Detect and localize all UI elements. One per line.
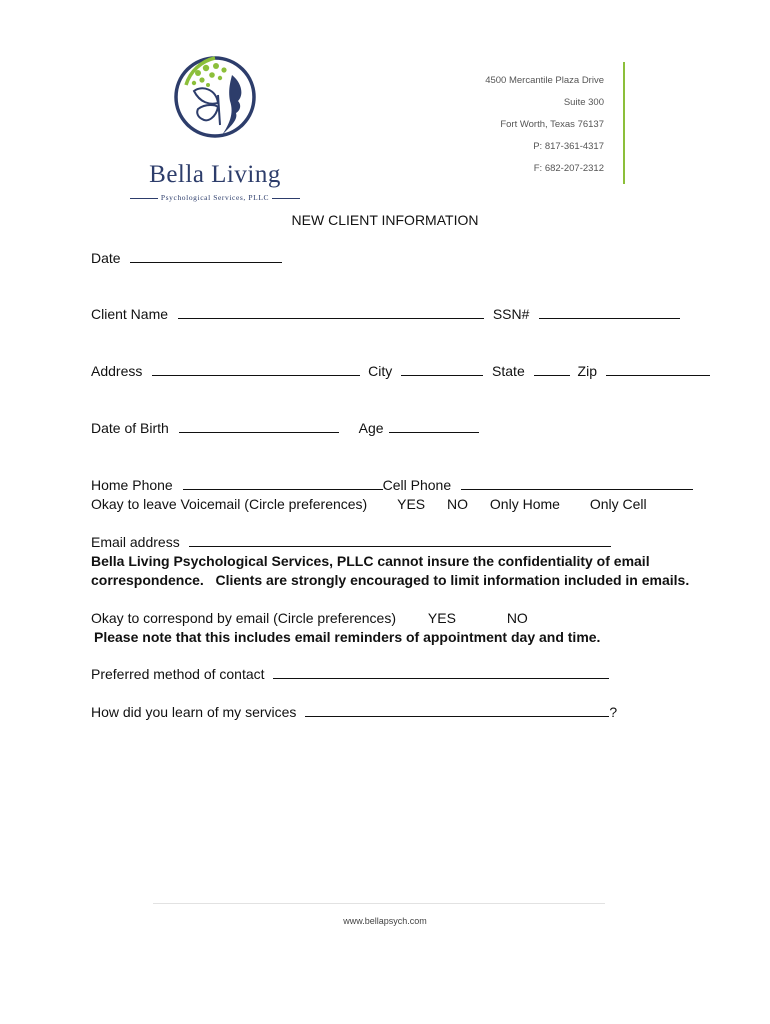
ssn-field[interactable] [539,306,680,319]
voicemail-option-only-home[interactable]: Only Home [489,496,560,512]
butterfly-face-logo-icon [172,55,258,155]
zip-field[interactable] [606,363,710,376]
voicemail-option-yes[interactable]: YES [397,496,426,512]
state-label: State [492,363,525,379]
city-field[interactable] [401,363,483,376]
cell-phone-label: Cell Phone [382,477,452,493]
voicemail-label: Okay to leave Voicemail (Circle preferences) [91,496,368,512]
footer-url[interactable]: www.bellapsych.com [343,916,427,926]
client-name-row [91,306,680,322]
date-label: Date [91,250,121,266]
client-name-label: Client Name [91,306,169,322]
address-city: Fort Worth, Texas 76137 [500,119,604,130]
learn-row [91,704,617,720]
state-field[interactable] [534,363,570,376]
address-suite: Suite 300 [563,97,604,108]
age-label: Age [358,420,384,436]
date-row [91,250,282,266]
footer-rule [153,903,605,904]
dob-label: Date of Birth [91,420,169,436]
email-ok-option-no[interactable]: NO [506,610,528,626]
email-row [91,534,611,550]
voicemail-row [91,496,647,512]
age-field[interactable] [389,420,479,433]
address-field[interactable] [152,363,360,376]
brand-subtitle: Psychological Services, PLLC [120,193,310,202]
learn-suffix: ? [609,704,618,720]
email-ok-option-yes[interactable]: YES [427,610,456,626]
address-phone: P: 817-361-4317 [533,141,604,152]
zip-label: Zip [577,363,597,379]
home-phone-label: Home Phone [91,477,173,493]
date-field[interactable] [130,250,282,263]
header-divider [623,62,625,184]
address-label: Address [91,363,143,379]
email-ok-row [91,610,528,626]
address-row [91,363,710,379]
learn-label: How did you learn of my services [91,704,297,720]
reminder-note: Please note that this includes email reminders of appointment day and time. [94,629,601,645]
learn-field[interactable] [305,704,609,717]
email-notice-line-2: correspondence. Clients are strongly encouraged to limit information included in emails. [91,572,690,588]
email-label: Email address [91,534,180,550]
contact-method-field[interactable] [273,666,609,679]
client-name-field[interactable] [178,306,484,319]
home-phone-field[interactable] [183,477,383,490]
email-field[interactable] [189,534,611,547]
email-notice-line-1: Bella Living Psychological Services, PLLC cannot insure the confidentiality of email [91,553,650,569]
ssn-label: SSN# [492,306,530,322]
cell-phone-field[interactable] [461,477,693,490]
city-label: City [368,363,393,379]
brand-name: Bella Living [149,161,281,188]
address-fax: F: 682-207-2312 [533,163,604,174]
dob-row [91,420,479,436]
contact-method-label: Preferred method of contact [91,666,265,682]
address-street: 4500 Mercantile Plaza Drive [485,75,604,86]
form-title: NEW CLIENT INFORMATION [291,212,479,228]
dob-field[interactable] [179,420,339,433]
contact-method-row [91,666,609,682]
voicemail-option-no[interactable]: NO [447,496,469,512]
practice-address [485,70,604,180]
voicemail-option-only-cell[interactable]: Only Cell [589,496,647,512]
phone-row [91,477,693,493]
email-ok-label: Okay to correspond by email (Circle preferences) [91,610,397,626]
brand-logo [120,55,310,205]
